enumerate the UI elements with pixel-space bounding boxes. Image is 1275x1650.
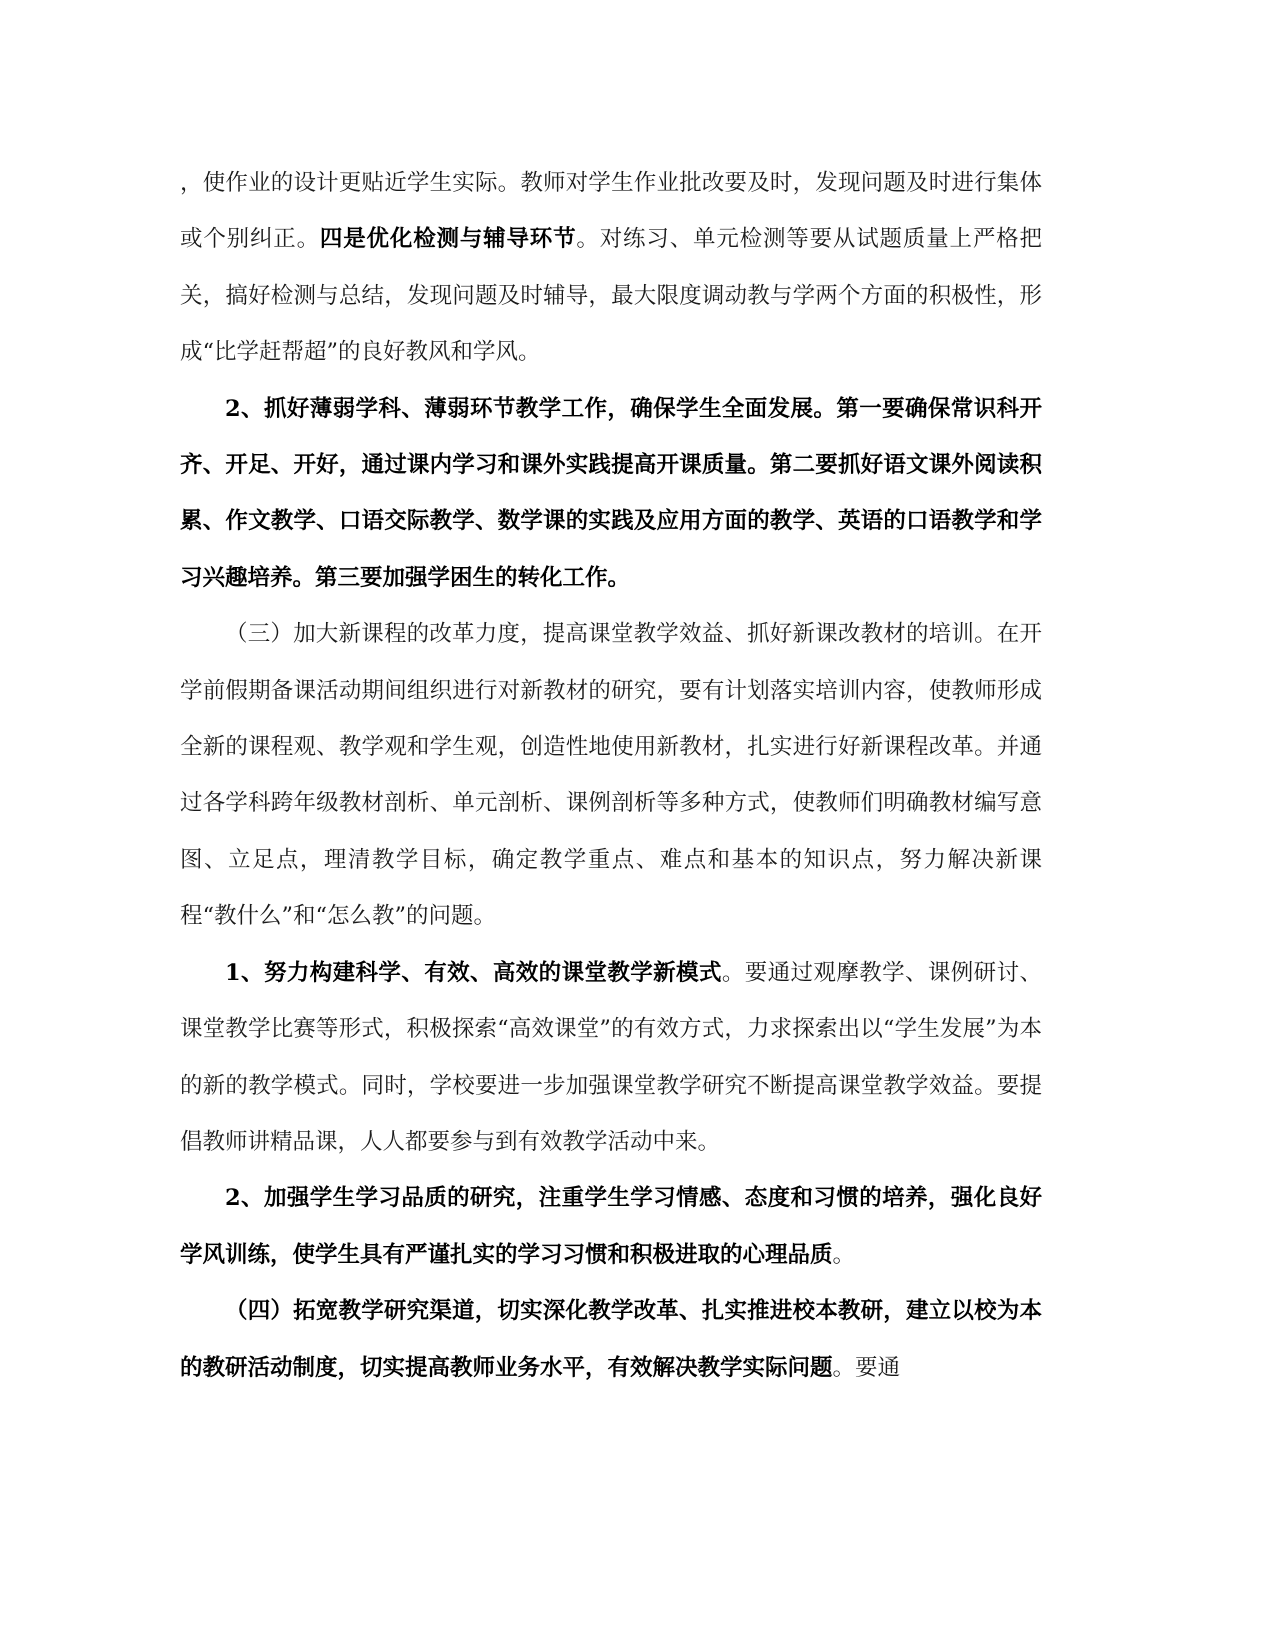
section-heading-three: （三）加大新课程的改革力度，提高课堂教学效益、抓好新课改教材的培训: [225, 621, 975, 648]
text-segment: 。: [832, 1241, 856, 1268]
text-segment: 。对练习、单元检测等要从试题质量上严格把关，搞好检测与总结，发现问题及时辅导，最大限度调动教与学两个方面的积极性，形成“比学赶帮超”的良好教风和学风。: [180, 226, 1042, 366]
paragraph-learning-quality: [180, 1170, 1042, 1283]
heading-classroom-model: 1、努力构建科学、有效、高效的课堂教学新模式: [225, 959, 722, 986]
paragraph-classroom-model: [180, 945, 1042, 1171]
section-heading-four: （四）拓宽教学研究渠道，切实深化教学改革、扎实推进校本教研，建立以校为本的教研活动制度，切实提高教师业务水平，有效解决教学实际问题: [180, 1298, 1042, 1381]
text-segment: 。在开学前假期备课活动期间组织进行对新教材的研究，要有计划落实培训内容，使教师形成全新的课程观、教学观和学生观，创造性地使用新教材，扎实进行好新课程改革。并通过各学科跨年级教材剖析、单元剖析、课例剖析等多种方式，使教师们明确教材编写意图、立足点，理清教学目标，确定教学重点、难点和基本的知识点，努力解决新课程“教什么”和“怎么教”的问题。: [180, 621, 1042, 930]
document-page: [180, 155, 1042, 1396]
heading-optimize-assessment: 四是优化检测与辅导环节: [319, 226, 577, 253]
text-segment: ，使作业的设计更贴近学生实际。教师对学生作业批改要及时，发现问题及时进行集体或个别纠正。: [180, 170, 1042, 253]
heading-learning-quality: 2、加强学生学习品质的研究，注重学生学习情感、态度和习惯的培养，强化良好学风训练，使学生具有严谨扎实的学习习惯和积极进取的心理品质: [180, 1185, 1042, 1268]
paragraph-section-three: [180, 606, 1042, 944]
paragraph-homework-assessment: [180, 155, 1042, 381]
paragraph-weak-subjects: [180, 381, 1042, 607]
text-segment: 。要通: [832, 1354, 901, 1381]
heading-weak-subjects: 2、抓好薄弱学科、薄弱环节教学工作，确保学生全面发展。第一要确保常识科开齐、开足、开好，通过课内学习和课外实践提高开课质量。第二要抓好语文课外阅读积累、作文教学、口语交际教学、数学课的实践及应用方面的教学、英语的口语教学和学习兴趣培养。第三要加强学困生的转化工作。: [180, 395, 1042, 591]
text-segment: 。要通过观摩教学、课例研讨、课堂教学比赛等形式，积极探索“高效课堂”的有效方式，力求探索出以“学生发展”为本的新的教学模式。同时，学校要进一步加强课堂教学研究不断提高课堂教学效益。要提倡教师讲精品课，人人都要参与到有效教学活动中来。: [180, 959, 1042, 1155]
paragraph-section-four: [180, 1283, 1042, 1396]
